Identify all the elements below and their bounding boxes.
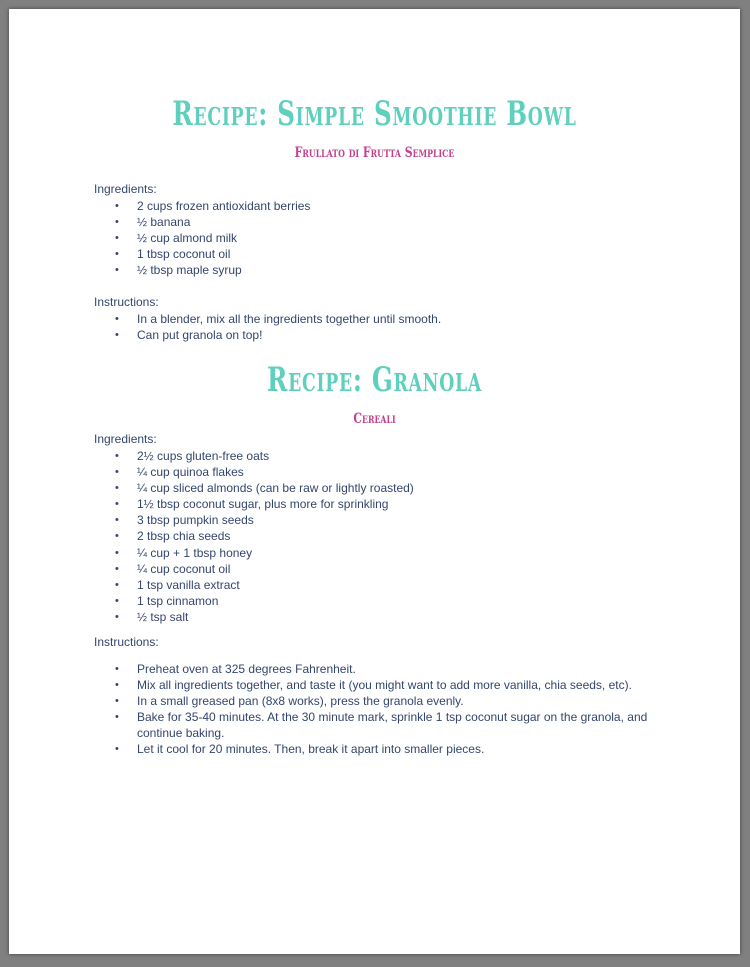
list-item: • 1 tsp vanilla extract <box>94 577 657 593</box>
recipe-2-subtitle: Cereali <box>353 411 396 427</box>
list-item: • 1 tsp cinnamon <box>94 593 657 609</box>
list-item: • 1½ tbsp coconut sugar, plus more for sprinkling <box>94 496 657 512</box>
list-item: • ½ tbsp maple syrup <box>94 262 657 278</box>
list-item: • 3 tbsp pumpkin seeds <box>94 512 657 528</box>
list-item: • In a blender, mix all the ingredients together until smooth. <box>94 311 657 327</box>
list-item: • 2 cups frozen antioxidant berries <box>94 198 657 214</box>
document-page <box>9 9 740 954</box>
recipe-1-instructions-list <box>94 311 657 343</box>
recipe-1-ingredients-list <box>94 198 657 278</box>
list-item: • ½ tsp salt <box>94 609 657 625</box>
list-item: • 2 tbsp chia seeds <box>94 528 657 544</box>
list-item: • ¼ cup + 1 tbsp honey <box>94 545 657 561</box>
recipe-1-instructions-label: Instructions: <box>94 295 159 309</box>
list-item: • ½ banana <box>94 214 657 230</box>
recipe-1-ingredients-label: Ingredients: <box>94 182 157 196</box>
list-item: • ¼ cup sliced almonds (can be raw or lightly roasted) <box>94 480 657 496</box>
list-item: • Bake for 35-40 minutes. At the 30 minute mark, sprinkle 1 tsp coconut sugar on the granola, and continue baking. <box>94 709 657 741</box>
list-item: • 2½ cups gluten-free oats <box>94 448 657 464</box>
list-item: • In a small greased pan (8x8 works), press the granola evenly. <box>94 693 657 709</box>
recipe-2-ingredients-list <box>94 448 657 625</box>
recipe-2-ingredients-label: Ingredients: <box>94 432 157 446</box>
recipe-2-title: Recipe: Granola <box>267 360 482 400</box>
recipe-2-instructions-label: Instructions: <box>94 635 159 649</box>
recipe-1-title: Recipe: Simple Smoothie Bowl <box>172 94 577 134</box>
list-item: • Preheat oven at 325 degrees Fahrenheit. <box>94 661 657 677</box>
recipe-2-instructions-list <box>94 661 657 758</box>
list-item: • Mix all ingredients together, and taste it (you might want to add more vanilla, chia seeds, etc). <box>94 677 657 693</box>
list-item: • Let it cool for 20 minutes. Then, break it apart into smaller pieces. <box>94 741 657 757</box>
list-item: • 1 tbsp coconut oil <box>94 246 657 262</box>
list-item: • ½ cup almond milk <box>94 230 657 246</box>
recipe-1-subtitle: Frullato di Frutta Semplice <box>294 145 455 161</box>
list-item: • ¼ cup coconut oil <box>94 561 657 577</box>
list-item: • ¼ cup quinoa flakes <box>94 464 657 480</box>
list-item: • Can put granola on top! <box>94 327 657 343</box>
